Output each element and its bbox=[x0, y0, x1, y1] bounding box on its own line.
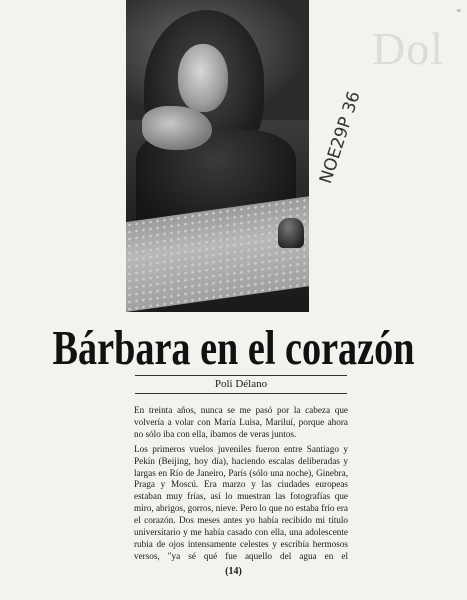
divider-top bbox=[135, 375, 347, 376]
page-number: (14) bbox=[225, 566, 242, 577]
article-author: Poli Délano bbox=[214, 378, 268, 390]
photo-face bbox=[178, 44, 228, 112]
handwritten-annotation bbox=[316, 88, 376, 187]
author-photo bbox=[126, 0, 309, 312]
article-body bbox=[134, 405, 348, 566]
article-title: Bárbara en el corazón bbox=[52, 320, 415, 375]
photo-arm bbox=[142, 106, 212, 150]
paragraph-2: Los primeros vuelos juveniles fueron entre Santiago y Pekín (Beijing, hoy día), haciendo escalas deliberadas y largas en Río de Janeiro, París (sólo una noche), Ginebra, Praga y Moscú. Era marzo y las ciudades europeas estaban muy frías, así lo muestran las fotografías que miro, abrigos, gorros, nieve. Pero lo que no estaba frío era el corazón. Dos meses antes yo había recibido mi título universitario y me había casado con ella, una adolescente rubia de ojos intensamente celestes y escribía hermosos versos, "ya sé qué fue aquello del agua en el bbox=[134, 443, 348, 561]
handwritten-text: NOE29P 36 bbox=[316, 88, 365, 187]
corner-mark: ≡ bbox=[456, 6, 461, 15]
photo-glass bbox=[278, 218, 304, 248]
divider-bottom bbox=[135, 393, 347, 394]
bleed-through-text: Dol bbox=[372, 23, 444, 74]
paragraph-1: En treinta años, nunca se me pasó por la cabeza que volvería a volar con María Luisa, Mariluí, porque ahora no sólo iba con ella, íbamos de veras juntos. bbox=[134, 405, 348, 439]
